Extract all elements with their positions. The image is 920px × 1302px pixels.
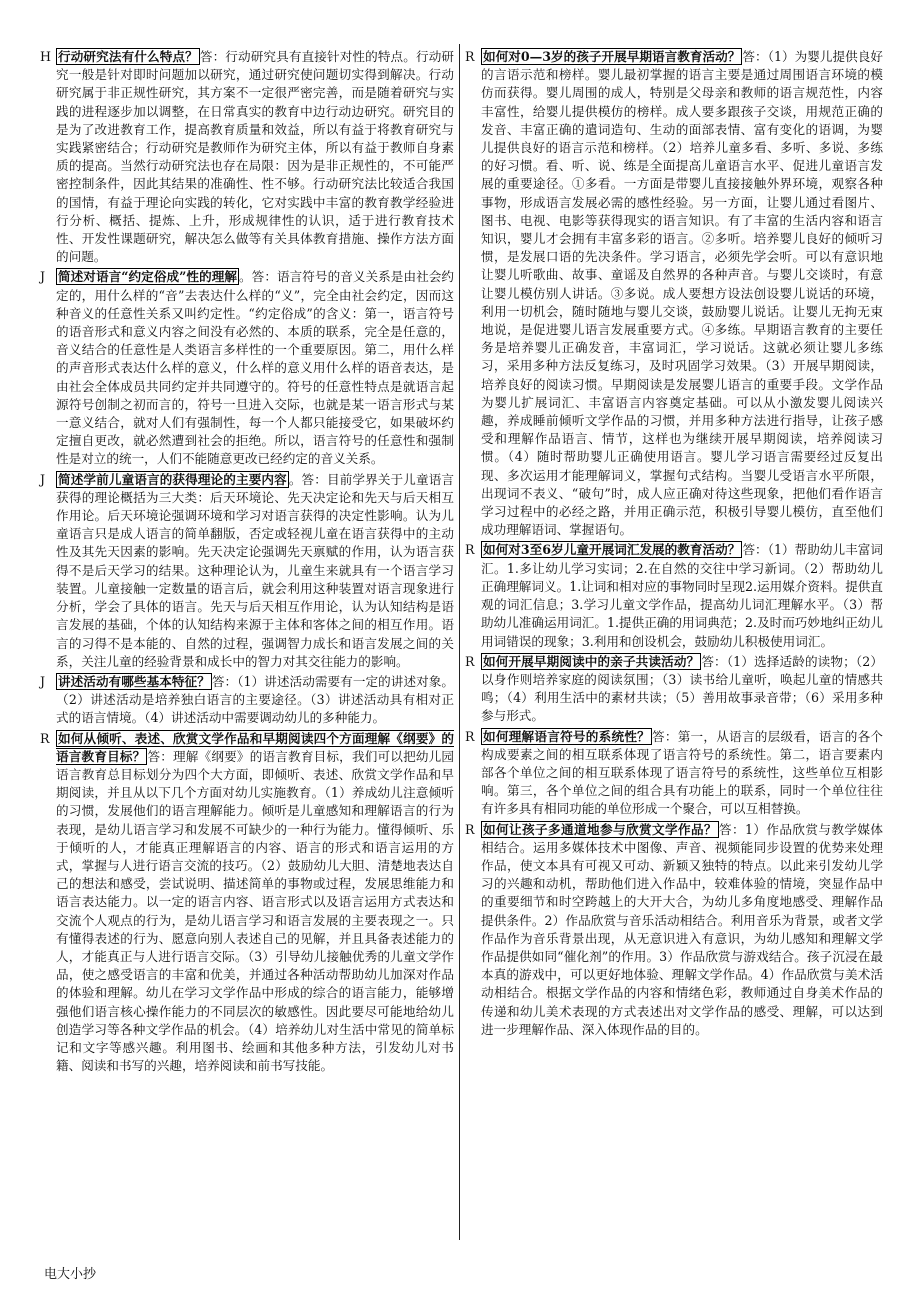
question: 如何让孩子多通道地参与欣赏文学作品？ bbox=[483, 821, 717, 837]
index-letter: J bbox=[40, 269, 46, 285]
question: 如何开展早期阅读中的亲子共读活动？ bbox=[483, 653, 700, 669]
question: 简述对语言“约定俗成”性的理解 bbox=[58, 269, 238, 285]
index-letter: R bbox=[465, 653, 475, 669]
answer: 答：1）作品欣赏与教学媒体相结合。运用多媒体技术中图像、声音、视频能同步设置的优势来处理作品，使文本具有可视又可动、新颖又独特的特点。以此来引发幼儿学习的兴趣和动机，帮助他们进入作品中，较难体验的情境，突显作品中的重要细节和时空跨越上的大开大合，为幼儿多角度地感受、理解作品提供条件。2）作品欣赏与音乐活动相结合。利用音乐为背景，或者文学作品作为音乐背景出现，从无意识进入有意识，为幼儿感知和理解文学作品提供如同“催化剂”的作用。3）作品欣赏与游戏结合。孩子沉浸在最本真的游戏中，可以更好地体验、理解文学作品。4）作品欣赏与美术活动相结合。根据文学作品的内容和情绪色彩，教师通过自身美术作品的传递和幼儿美术表现的方式表述出对文学作品的感受、理解，可以达到进一步理解作品、深入体现作品的目的。 bbox=[481, 821, 884, 1037]
qa-entry bbox=[40, 471, 454, 671]
question: 讲述活动有哪些基本特征？ bbox=[58, 673, 210, 689]
page-footer: 电大小抄 bbox=[44, 1267, 97, 1282]
right-column bbox=[465, 48, 883, 1041]
answer: 答：（1）为婴儿提供良好的言语示范和榜样。婴儿最初掌握的语言主要是通过周围语言环境的模仿而获得。婴儿周围的成人，特别是父母亲和教师的语言规范性，内容丰富性，给婴儿提供模仿的榜样。成人要多跟孩子交谈，用规范正确的发音、丰富正确的遣词造句、生动的面部表情、富有变化的语调，为婴儿提供良好的语言示范和榜样。（2）培养儿童多看、多听、多说、多练的好习惯。看、听、说、练是全面提高儿童语言水平、促进儿童语言发展的重要途径。①多看。一方面是带婴儿直接接触外界环境，观察各种事物，形成语言发展必需的感性经验。另一方面，让婴儿通过看图片、图书、电视、电影等获得现实的语言知识。有了丰富的生活内容和语言知识，婴儿才会拥有丰富多彩的语言。②多听。培养婴儿良好的倾听习惯，是发展口语的先决条件。学习语言，必须先学会听。可以有意识地让婴儿听歌曲、故事、童谣及自然界的各种声音。与婴儿交谈时，有意让婴儿模仿别人讲话。③多说。成人要想方设法创设婴儿说话的环境，利用一切机会，随时随地与婴儿交谈，鼓励婴儿说话。让婴儿无拘无束地说，是促进婴儿语言发展重要方式。④多练。早期语言教育的主要任务是培养婴儿正确发音，丰富词汇，学习说话。这就必须让婴儿多练习，采用多种方法反复练习，及时巩固学习效果。（3）开展早期阅读，培养良好的阅读习惯。早期阅读是发展婴儿语言的重要手段。文学作品为婴儿扩展词汇、丰富语言内容奠定基础。可以从小激发婴儿阅读兴趣，养成睡前倾听文学作品的习惯，并用多种方法进行指导，让孩子感受和理解作品语言、情节，这样也为继续开展早期阅读，培养阅读习惯。（4）随时帮助婴儿正确使用语言。婴儿学习语言需要经过反复出现、多次运用才能理解词义，掌握句式结构。当婴儿受语言水平所限，出现词不表义、“破句”时，成人应正确对待这些现象，把他们看作语言学习过程中的必经之路，并用正确示范，积极引导婴儿模仿，直至他们成功理解语词、掌握语句。 bbox=[481, 49, 883, 538]
answer: 答：（1）讲述活动需要有一定的讲述对象。（2）讲述活动是培养独白语言的主要途径。（3）讲述活动具有相对正式的语言情境。（4）讲述活动中需要调动幼儿的多种能力。 bbox=[56, 673, 455, 726]
index-letter: R bbox=[465, 728, 475, 744]
index-letter: J bbox=[40, 471, 46, 487]
index-letter: R bbox=[40, 730, 50, 746]
answer: 答：行动研究具有直接针对性的特点。行动研究一般是针对即时问题加以研究，通过研究使问题切实得到解决。行动研究属于非正规性研究，其方案不一定很严密完善，而是随着研究与实践的进程逐步加以调整，在日常真实的教育中边行动边研究。研究目的是为了改进教育工作，提高教育质量和效益，所以有益于将教育研究与实践紧密结合；行动研究是教师作为研究主体，所以有益于教师自身素质的提高。当然行动研究法也存在局限：因为是非正规性的，不可能严密控制条件，因此其结果的准确性、性不够。行动研究法比较适合我国的国情，有益于理论向实践的转化，它对实践中丰富的教育教学经验进行分析、概括、提炼、上升，形成规律性的认识，适于进行教育技术性、开发性课题研究，解决怎么做等有关具体教育措施、操作方法方面的问题。 bbox=[56, 49, 455, 265]
question: 如何理解语言符号的系统性？ bbox=[483, 728, 651, 744]
index-letter: R bbox=[465, 49, 475, 64]
qa-entry bbox=[40, 48, 454, 266]
qa-entry bbox=[465, 541, 883, 650]
qa-entry bbox=[465, 728, 883, 819]
question: 如何对3至6岁儿童开展词汇发展的教育活动？ bbox=[483, 542, 741, 558]
qa-entry bbox=[465, 821, 883, 1039]
left-column bbox=[40, 48, 454, 1077]
column-divider bbox=[459, 44, 460, 1240]
qa-entry bbox=[465, 48, 883, 539]
index-letter: H bbox=[40, 49, 51, 64]
answer: 答：第一，从语言的层级看，语言的各个构成要素之间的相互联系体现了语言符号的系统性。第二，语言要素内部各个单位之间的相互联系体现了语言符号的系统性，这些单位互相影响。第三，各个单位之间的组合具有功能上的联系，同时一个单位往往有许多具有相同功能的单位形成一个聚合，可以互相替换。 bbox=[481, 728, 884, 817]
answer: 。答：语言符号的音义关系是由社会约定的，用什么样的“音”去表达什么样的“义”，完全由社会约定，因而这种音义的任意性关系又叫约定性。“约定俗成”的含义：第一，语言符号的语音形式和意义内容之间没有必然的、本质的联系，完全是任意的，音义结合的任意性是人类语言多样性的一个重要原因。第二，用什么样的声音形式表达什么样的意义，什么样的意义用什么样的语音表达，是由社会全体成员共同约定并共同遵守的。符号的任意性特点是就语言起源符号创制之初而言的，符号一旦进入交际，也就是某一语言形式与某一意义结合，就对人们有强制性，每一个人都只能接受它，如果破坏约定擅自更改，就必然遭到社会的拒绝。所以，语言符号的任意性和强制性是对立的统一，人们不能随意更改已经约定的音义关系。 bbox=[56, 269, 454, 467]
question: 如何对0—3岁的孩子开展早期语言教育活动？ bbox=[483, 49, 741, 64]
qa-entry bbox=[40, 730, 454, 1076]
question: 行动研究法有什么特点？ bbox=[58, 49, 198, 64]
answer: 答：（1）选择适龄的读物；（2）以身作则培养家庭的阅读氛围；（3）读书给儿童听，唤起儿童的情感共鸣；（4）利用生活中的素材共读；（5）善用故事录音带；（6）采用多种参与形式。 bbox=[481, 653, 883, 724]
index-letter: J bbox=[40, 673, 46, 689]
index-letter: R bbox=[465, 542, 475, 558]
question: 如何从倾听、表述、欣赏文学作品和早期阅读四个方面理解《纲要》的语言教育目标？ bbox=[56, 730, 454, 764]
qa-entry bbox=[40, 673, 454, 728]
qa-entry bbox=[465, 653, 883, 726]
answer: 答：（1）帮助幼儿丰富词汇。1.多让幼儿学习实词；2.在自然的交往中学习新词。（2）帮助幼儿正确理解词义。1.让词和相对应的事物同时呈现2.运用媒介资料。提供直观的词汇信息；3.学习儿童文学作品，提高幼儿词汇理解水平。（3）帮助幼儿准确运用词汇。1.提供正确的用词典范；2.及时而巧妙地纠正幼儿用词错误的现象；3.利用和创设机会，鼓励幼儿积极使用词汇。 bbox=[481, 542, 884, 649]
answer: 。答：目前学界关于儿童语言获得的理论概括为三大类：后天环境论、先天决定论和先天与后天相互作用论。后天环境论强调环境和学习对语言获得的决定性影响。认为儿童语言只是成人语言的简单翻版，否定或轻视儿童在语言获得中的主动性及其先天因素的影响。先天决定论强调先天禀赋的作用，认为语言获得不是后天学习的结果。这种理论认为，儿童生来就具有一个语言学习装置。儿童接触一定数量的语言后，就会利用这种装置对语言现象进行分析，学会了具体的语言。先天与后天相互作用论，认为认知结构是语言发展的基础，个体的认知结构来源于主体和客体之间的相互作用。语言的习得不是本能的、自然的过程，强调智力成长和语言发展之间的关系，关注儿童的经验背景和成长中的智力对其交往能力的影响。 bbox=[56, 471, 455, 669]
question: 简述学前儿童语言的获得理论的主要内容 bbox=[58, 471, 287, 487]
index-letter: R bbox=[465, 821, 475, 837]
answer: 答：理解《纲要》的语言教育目标，我们可以把幼儿园语言教育总目标划分为四个大方面，即倾听、表述、欣赏文学作品和早期阅读，并且从以下几个方面对幼儿实施教育。（1）养成幼儿注意倾听的习惯，发展他们的语言理解能力。倾听是儿童感知和理解语言的行为表现，是幼儿语言学习和发展不可缺少的一种行为能力。懂得倾听、乐于倾听的人，才能真正理解语言的内容、语言的形式和语言运用的方式，掌握与人进行语言交流的技巧。（2）鼓励幼儿大胆、清楚地表达自己的想法和感受，尝试说明、描述简单的事物或过程，发展思维能力和语言表达能力。以一定的语言内容、语言形式以及语言运用方式表达和交流个人观点的行为，是幼儿语言学习和语言发展的主要表现之一。只有懂得表述的行为、愿意向别人表述自己的见解，并且具备表述能力的人，才能真正与人进行语言交际。（3）引导幼儿接触优秀的儿童文学作品，使之感受语言的丰富和优美，并通过各种活动帮助幼儿加深对作品的体验和理解。幼儿在学习文学作品中形成的综合的语言能力，能够增强他们语言核心操作能力的不同层次的敏感性。因此要尽可能地给幼儿创造学习等各种文学作品的机会。（4）培养幼儿对生活中常见的简单标记和文字等感兴趣。利用图书、绘画和其他多种方法，引发幼儿对书籍、阅读和书写的兴趣，培养阅读和前书写技能。 bbox=[56, 748, 455, 1074]
qa-entry bbox=[40, 268, 454, 468]
